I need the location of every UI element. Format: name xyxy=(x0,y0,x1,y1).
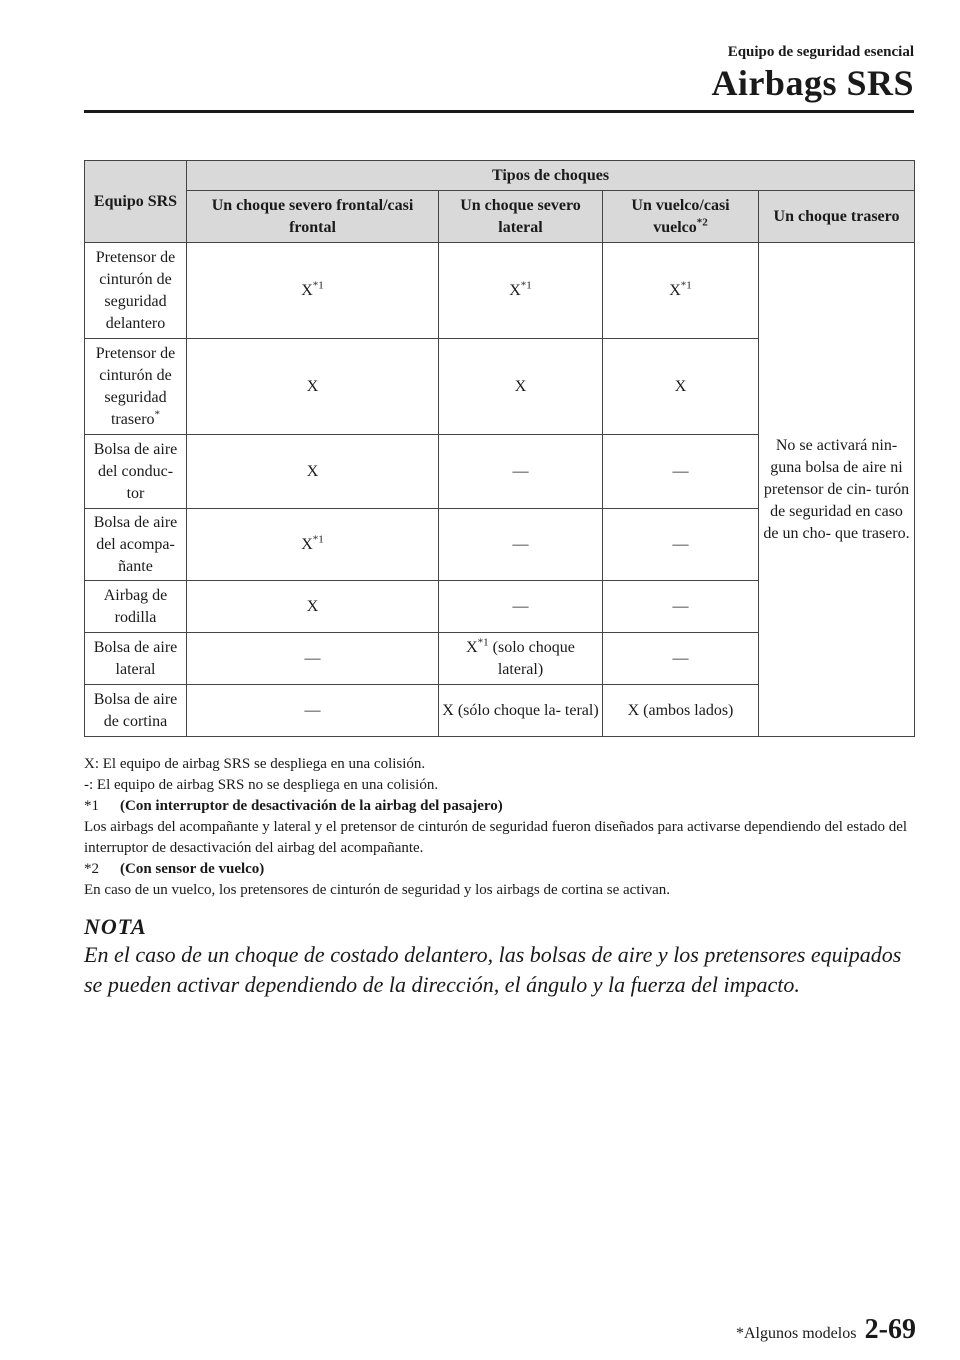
footnote-title: (Con sensor de vuelco) xyxy=(120,861,265,877)
cell-lateral: — xyxy=(439,435,603,509)
cell-lateral: — xyxy=(439,509,603,581)
footnote xyxy=(84,859,914,901)
row-label: Bolsa de aire del acompa- ñante xyxy=(85,509,187,581)
cell-rollover: — xyxy=(603,633,759,685)
page-title: Airbags SRS xyxy=(711,63,914,103)
col-header-frontal: Un choque severo frontal/casi frontal xyxy=(187,191,439,243)
table-corner-header: Equipo SRS xyxy=(85,161,187,243)
nota-heading: NOTA xyxy=(84,914,147,939)
cell-rollover: — xyxy=(603,509,759,581)
row-label: Bolsa de aire lateral xyxy=(85,633,187,685)
row-label: Bolsa de aire de cortina xyxy=(85,685,187,737)
cell-frontal: — xyxy=(187,633,439,685)
crash-types-header: Tipos de choques xyxy=(187,161,915,191)
cell-rollover: X (ambos lados) xyxy=(603,685,759,737)
cell-frontal: X xyxy=(187,339,439,435)
cell-rollover: — xyxy=(603,581,759,633)
cell-lateral: — xyxy=(439,581,603,633)
row-label: Bolsa de aire del conduc- tor xyxy=(85,435,187,509)
footnote-body: Los airbags del acompañante y lateral y el pretensor de cinturón de seguridad fueron diseñados para activarse dependiendo del estado del interruptor de desactivación del airbag del acompañante. xyxy=(84,819,908,856)
table-notes xyxy=(84,754,914,901)
footer-note: *Algunos modelos xyxy=(736,1325,857,1342)
cell-rollover: X xyxy=(603,339,759,435)
cell-lateral: X (sólo choque la- teral) xyxy=(439,685,603,737)
col-header-lateral: Un choque severo lateral xyxy=(439,191,603,243)
cell-frontal: $X^{*1}$ xyxy=(187,509,439,581)
legend-dash: -: El equipo de airbag SRS no se despliega en una colisión. xyxy=(84,777,439,793)
footnote-mark: *1 xyxy=(84,798,99,814)
cell-frontal: X xyxy=(187,435,439,509)
cell-lateral: X xyxy=(439,339,603,435)
cell-frontal: $X^{*1}$ xyxy=(187,243,439,339)
cell-rear-note: No se activará nin- guna bolsa de aire ni pretensor de cin- turón de seguridad en caso de un cho- que trasero. xyxy=(759,243,915,737)
legend-x: X: El equipo de airbag SRS se despliega en una colisión. xyxy=(84,756,426,772)
cell-lateral: $X^{*1}$ xyxy=(439,243,603,339)
footnote-body: En caso de un vuelco, los pretensores de cinturón de seguridad y los airbags de cortina se activan. xyxy=(84,882,671,898)
header-rule xyxy=(84,110,914,113)
row-label: Pretensor de cinturón de seguridad trasero* xyxy=(85,339,187,435)
srs-crash-table xyxy=(84,160,915,737)
cell-rollover: $X^{*1}$ xyxy=(603,243,759,339)
cell-lateral: $X^{*1}$ (solo choque lateral) xyxy=(439,633,603,685)
table-row xyxy=(85,243,915,339)
footnote-mark: *2 xyxy=(84,861,99,877)
cell-frontal: — xyxy=(187,685,439,737)
row-label: Airbag de rodilla xyxy=(85,581,187,633)
col-header-rollover: Un vuelco/casi vuelco$^{*2}$ xyxy=(603,191,759,243)
cell-frontal: X xyxy=(187,581,439,633)
row-label: Pretensor de cinturón de seguridad delantero xyxy=(85,243,187,339)
col-header-rear: Un choque trasero xyxy=(759,191,915,243)
nota-text: En el caso de un choque de costado delantero, las bolsas de aire y los pretensores equipados se pueden activar dependiendo de la dirección, el ángulo y la fuerza del impacto. xyxy=(84,942,902,997)
cell-rollover: — xyxy=(603,435,759,509)
footnote xyxy=(84,796,914,859)
footnote-title: (Con interruptor de desactivación de la airbag del pasajero) xyxy=(120,798,503,814)
section-header: Equipo de seguridad esencial xyxy=(727,44,914,60)
page-number: 2-69 xyxy=(864,1314,916,1345)
